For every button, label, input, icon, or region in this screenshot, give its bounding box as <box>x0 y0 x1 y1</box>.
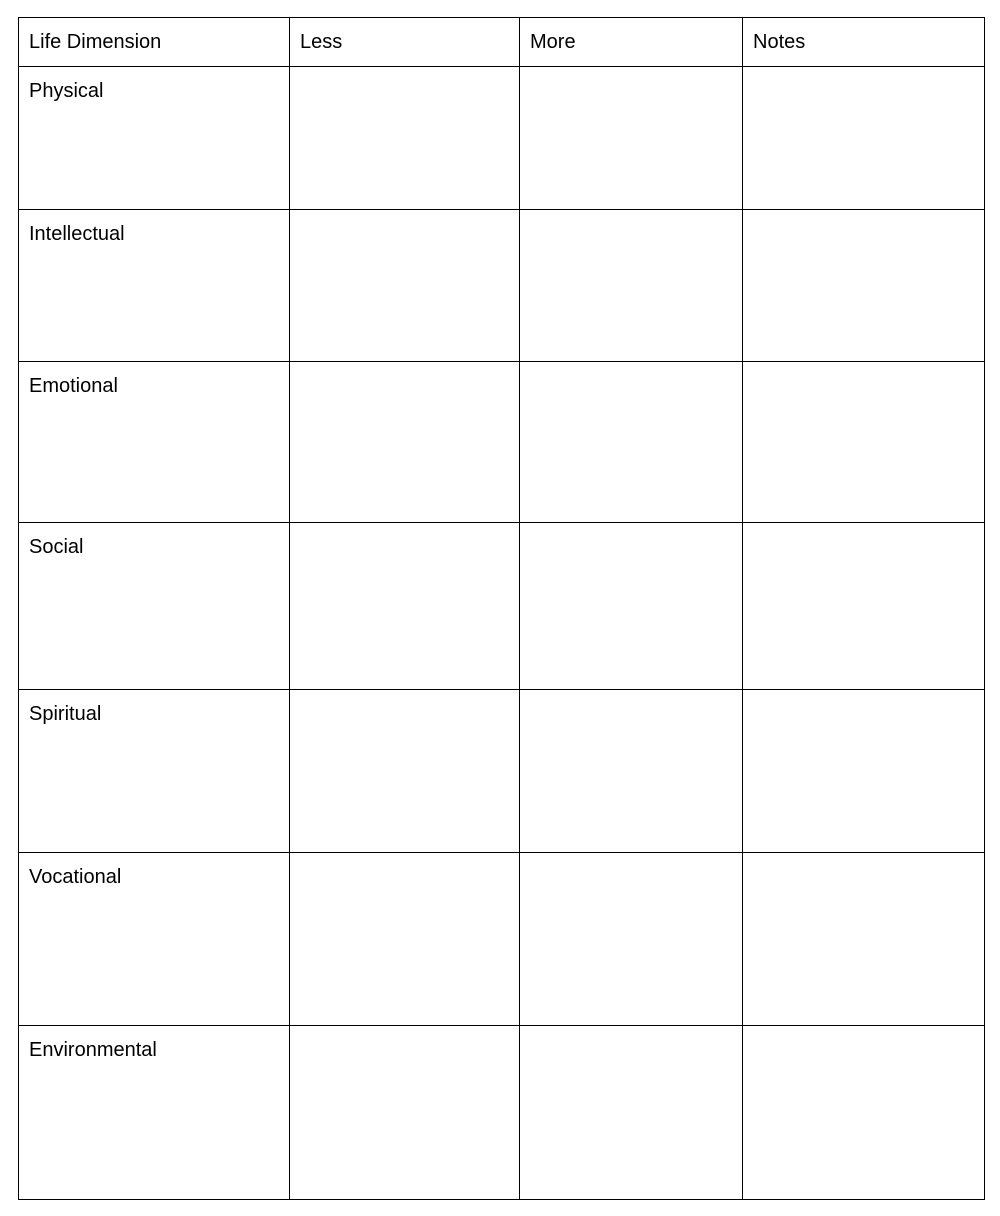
dimension-cell <box>19 210 290 362</box>
header-more <box>520 18 743 67</box>
dimension-cell <box>19 853 290 1026</box>
notes-cell[interactable] <box>743 210 985 362</box>
notes-cell[interactable] <box>743 853 985 1026</box>
more-cell[interactable] <box>520 210 743 362</box>
less-value <box>290 1026 519 1038</box>
notes-value <box>743 210 984 222</box>
dimension-cell <box>19 523 290 690</box>
more-cell[interactable] <box>520 67 743 210</box>
table-row <box>19 690 985 853</box>
more-cell[interactable] <box>520 853 743 1026</box>
less-value <box>290 690 519 702</box>
less-value <box>290 523 519 535</box>
more-value <box>520 210 742 222</box>
header-life-dimension-label: Life Dimension <box>29 31 162 53</box>
notes-value <box>743 853 984 865</box>
table-row <box>19 523 985 690</box>
dimension-cell <box>19 362 290 523</box>
notes-value <box>743 67 984 79</box>
less-cell[interactable] <box>290 690 520 853</box>
notes-value <box>743 1026 984 1038</box>
less-cell[interactable] <box>290 1026 520 1200</box>
more-value <box>520 362 742 374</box>
table-row <box>19 1026 985 1200</box>
dimension-label: Intellectual <box>29 223 125 245</box>
more-value <box>520 690 742 702</box>
notes-cell[interactable] <box>743 523 985 690</box>
dimension-label: Vocational <box>29 866 122 888</box>
table-row <box>19 362 985 523</box>
table-row <box>19 210 985 362</box>
more-cell[interactable] <box>520 362 743 523</box>
less-value <box>290 853 519 865</box>
notes-value <box>743 362 984 374</box>
more-value <box>520 67 742 79</box>
notes-cell[interactable] <box>743 1026 985 1200</box>
more-cell[interactable] <box>520 523 743 690</box>
more-cell[interactable] <box>520 690 743 853</box>
header-less <box>290 18 520 67</box>
table-row <box>19 67 985 210</box>
more-value <box>520 1026 742 1038</box>
notes-cell[interactable] <box>743 362 985 523</box>
less-cell[interactable] <box>290 210 520 362</box>
dimension-label: Physical <box>29 80 104 102</box>
less-value <box>290 210 519 222</box>
notes-value <box>743 523 984 535</box>
header-notes-label: Notes <box>753 31 806 53</box>
header-notes <box>743 18 985 67</box>
header-less-label: Less <box>300 31 343 53</box>
more-cell[interactable] <box>520 1026 743 1200</box>
less-value <box>290 362 519 374</box>
more-value <box>520 853 742 865</box>
more-value <box>520 523 742 535</box>
dimension-label: Environmental <box>29 1039 157 1061</box>
life-dimension-table <box>18 17 985 1200</box>
less-cell[interactable] <box>290 523 520 690</box>
dimension-cell <box>19 67 290 210</box>
dimension-label: Spiritual <box>29 703 102 725</box>
dimension-label: Social <box>29 536 84 558</box>
dimension-label: Emotional <box>29 375 118 397</box>
table-row <box>19 853 985 1026</box>
less-cell[interactable] <box>290 853 520 1026</box>
dimension-cell <box>19 690 290 853</box>
notes-cell[interactable] <box>743 690 985 853</box>
dimension-cell <box>19 1026 290 1200</box>
less-cell[interactable] <box>290 362 520 523</box>
table-header-row <box>19 18 985 67</box>
notes-value <box>743 690 984 702</box>
notes-cell[interactable] <box>743 67 985 210</box>
header-life-dimension <box>19 18 290 67</box>
header-more-label: More <box>530 31 576 53</box>
less-cell[interactable] <box>290 67 520 210</box>
less-value <box>290 67 519 79</box>
